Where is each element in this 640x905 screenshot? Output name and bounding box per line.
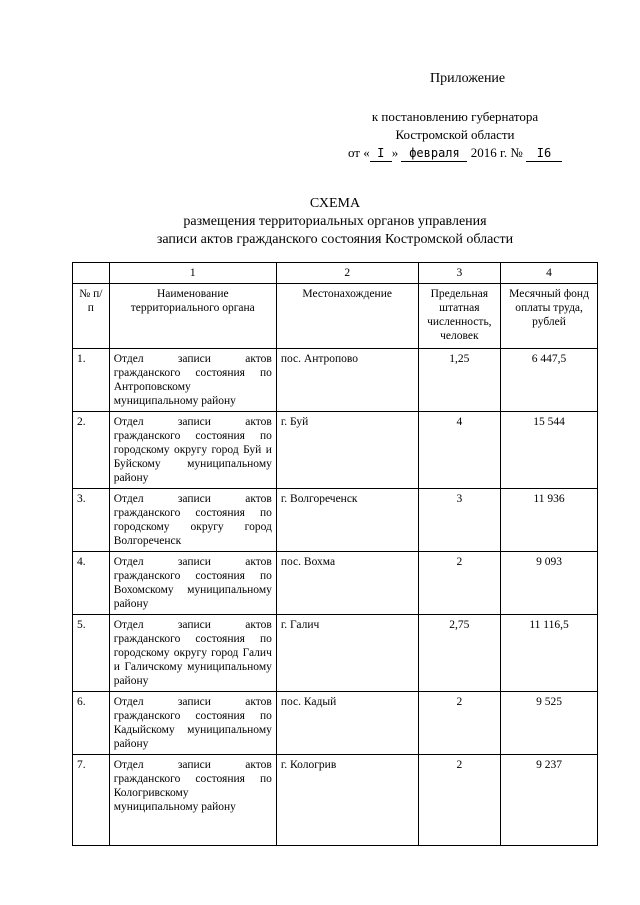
column-number-cell: 3 bbox=[418, 263, 501, 284]
row-staff: 2 bbox=[418, 692, 501, 755]
row-payroll: 9 237 bbox=[501, 755, 598, 846]
row-payroll: 9 525 bbox=[501, 692, 598, 755]
row-org-name: Отдел записи актов гражданского состояния по городскому округу город Галич и Галичскому муниципальному району bbox=[109, 615, 276, 692]
column-number-cell bbox=[73, 263, 110, 284]
decree-line-2: Костромской области bbox=[395, 127, 515, 142]
table-row bbox=[73, 349, 598, 412]
column-number-cell: 4 bbox=[501, 263, 598, 284]
handwritten-number: I6 bbox=[526, 146, 562, 162]
row-num: 2. bbox=[73, 412, 110, 489]
row-num: 1. bbox=[73, 349, 110, 412]
decree-date-line bbox=[335, 144, 575, 162]
schema-heading bbox=[72, 195, 598, 249]
row-num: 7. bbox=[73, 755, 110, 846]
header-payroll: Месячный фонд оплаты труда, рублей bbox=[501, 284, 598, 349]
date-year: 2016 г. № bbox=[467, 145, 527, 160]
decree-reference bbox=[335, 108, 575, 162]
header-staff-limit: Предельная штатная численность, человек bbox=[418, 284, 501, 349]
table-row bbox=[73, 692, 598, 755]
header-location: Местонахождение bbox=[276, 284, 418, 349]
row-org-name: Отдел записи актов гражданского состояния по городскому округу город Волгореченск bbox=[109, 489, 276, 552]
table-row bbox=[73, 552, 598, 615]
row-location: пос. Антропово bbox=[276, 349, 418, 412]
column-number-cell: 1 bbox=[109, 263, 276, 284]
table-header-row bbox=[73, 284, 598, 349]
row-staff: 2 bbox=[418, 552, 501, 615]
table-row bbox=[73, 755, 598, 846]
row-payroll: 6 447,5 bbox=[501, 349, 598, 412]
row-org-name: Отдел записи актов гражданского состояния по Кологривскому муниципальному району bbox=[109, 755, 276, 846]
row-num: 5. bbox=[73, 615, 110, 692]
row-staff: 3 bbox=[418, 489, 501, 552]
date-mid: » bbox=[391, 145, 402, 160]
header-org-name: Наименование территориального органа bbox=[109, 284, 276, 349]
handwritten-day: I bbox=[370, 146, 392, 162]
column-number-cell: 2 bbox=[276, 263, 418, 284]
row-num: 6. bbox=[73, 692, 110, 755]
table-row bbox=[73, 412, 598, 489]
row-num: 4. bbox=[73, 552, 110, 615]
row-org-name: Отдел записи актов гражданского состояния по городскому округу город Буй и Буйскому муниципальному району bbox=[109, 412, 276, 489]
row-location: г. Кологрив bbox=[276, 755, 418, 846]
appendix-title: Приложение bbox=[430, 71, 506, 86]
schema-table bbox=[72, 262, 598, 846]
schema-title: СХЕМА bbox=[309, 196, 361, 211]
row-staff: 2,75 bbox=[418, 615, 501, 692]
row-staff: 2 bbox=[418, 755, 501, 846]
row-location: г. Волгореченск bbox=[276, 489, 418, 552]
row-org-name: Отдел записи актов гражданского состояния по Кадыйскому муниципальному району bbox=[109, 692, 276, 755]
row-staff: 4 bbox=[418, 412, 501, 489]
row-location: г. Галич bbox=[276, 615, 418, 692]
schema-subtitle-2: записи актов гражданского состояния Костромской области bbox=[156, 232, 514, 247]
schema-subtitle-1: размещения территориальных органов управления bbox=[183, 214, 487, 229]
table-row bbox=[73, 615, 598, 692]
row-org-name: Отдел записи актов гражданского состояния по Антроповскому муниципальному району bbox=[109, 349, 276, 412]
table-row bbox=[73, 489, 598, 552]
header-num: № п/п bbox=[73, 284, 110, 349]
column-number-row bbox=[73, 263, 598, 284]
row-location: пос. Вохма bbox=[276, 552, 418, 615]
row-payroll: 11 936 bbox=[501, 489, 598, 552]
row-payroll: 11 116,5 bbox=[501, 615, 598, 692]
row-location: г. Буй bbox=[276, 412, 418, 489]
handwritten-month: февраля bbox=[401, 146, 467, 162]
row-num: 3. bbox=[73, 489, 110, 552]
row-org-name: Отдел записи актов гражданского состояния по Вохомскому муниципальному району bbox=[109, 552, 276, 615]
row-staff: 1,25 bbox=[418, 349, 501, 412]
row-location: пос. Кадый bbox=[276, 692, 418, 755]
row-payroll: 15 544 bbox=[501, 412, 598, 489]
row-payroll: 9 093 bbox=[501, 552, 598, 615]
date-prefix: от « bbox=[347, 145, 370, 160]
decree-line-1: к постановлению губернатора bbox=[371, 109, 539, 124]
